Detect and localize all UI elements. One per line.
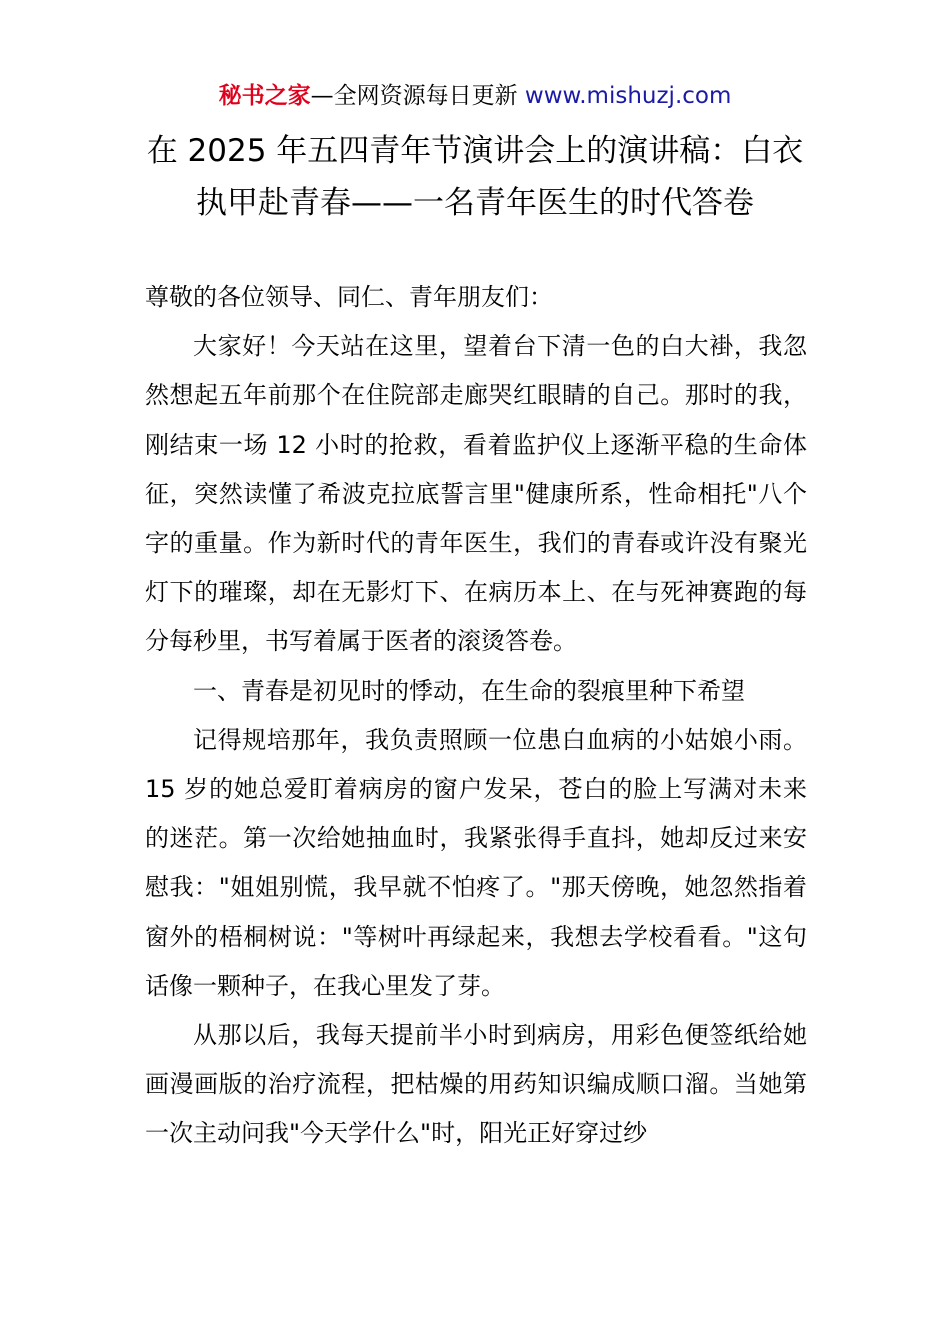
- brand-name: 秘书之家: [218, 83, 311, 109]
- paragraph-continuation: 从那以后，我每天提前半小时到病房，用彩色便签纸给她画漫画版的治疗流程，把枯燥的用药知识编成顺口溜。当她第一次主动问我"今天学什么"时，阳光正好穿过纱: [145, 1021, 807, 1148]
- paragraph-story: 记得规培那年，我负责照顾一位患白血病的小姑娘小雨。15 岁的她总爱盯着病房的窗户发呆，苍白的脸上写满对未来的迷茫。第一次给她抽血时，我紧张得手直抖，她却反过来安慰我："姐姐别慌，我早就不怕疼了。"那天傍晚，她忽然指着窗外的梧桐树说："等树叶再绿起来，我想去学校看看。"这句话像一颗种子，在我心里发了芽。: [145, 725, 807, 1000]
- header-tagline: —全网资源每日更新: [310, 83, 518, 109]
- salutation: 尊敬的各位领导、同仁、青年朋友们：: [145, 283, 553, 311]
- document-body: [145, 273, 807, 1159]
- section-heading-1: 一、青春是初见时的悸动，在生命的裂痕里种下希望: [193, 676, 745, 705]
- document-title: 在 2025 年五四青年节演讲会上的演讲稿：白衣执甲赴青春——一名青年医生的时代答卷: [146, 133, 804, 221]
- paragraph-opening: 大家好！今天站在这里，望着台下清一色的白大褂，我忽然想起五年前那个在住院部走廊哭红眼睛的自己。那时的我，刚结束一场 12 小时的抢救，看着监护仪上逐渐平稳的生命体征，突然读懂了希波克拉底誓言里"健康所系，性命相托"八个字的重量。作为新时代的青年医生，我们的青春或许没有聚光灯下的璀璨，却在无影灯下、在病历本上、在与死神赛跑的每分每秒里，书写着属于医者的滚烫答卷。: [145, 332, 807, 656]
- site-url-link[interactable]: www.mishuzj.com: [524, 83, 732, 109]
- site-header: [0, 80, 950, 112]
